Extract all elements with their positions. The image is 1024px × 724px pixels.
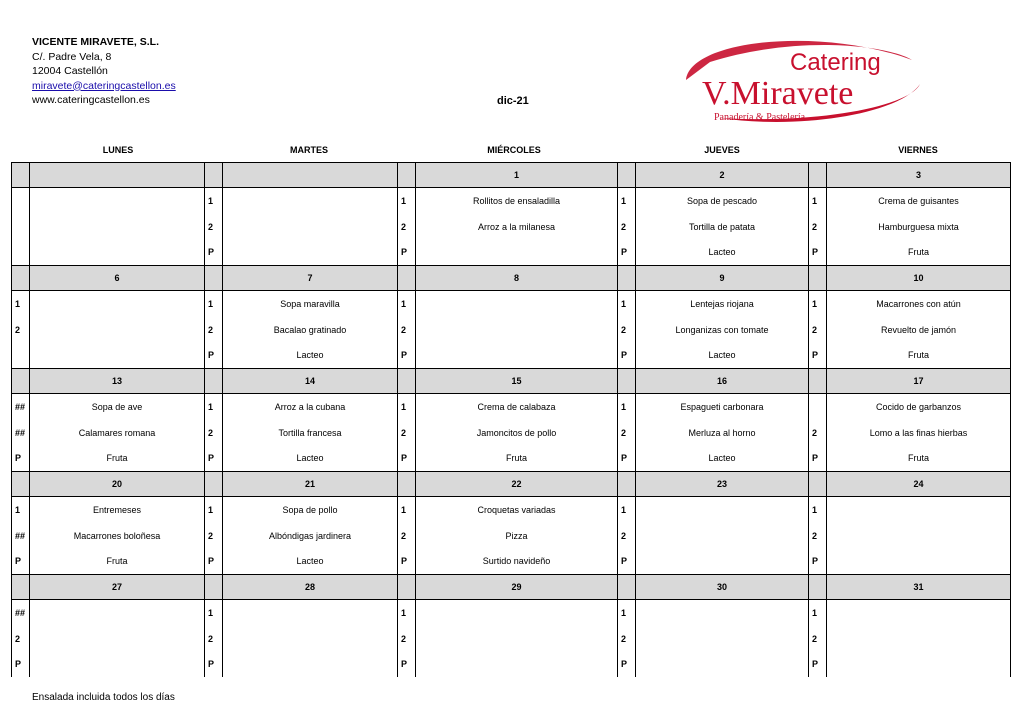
dish-cell: Macarrones con atún <box>827 291 1011 318</box>
course-label: P <box>809 342 827 369</box>
dish-cell: Rollitos de ensaladilla <box>416 188 618 215</box>
date-cell: 8 <box>416 266 618 291</box>
course-label: 1 <box>12 497 30 524</box>
dish-cell: Longanizas con tomate <box>636 317 809 342</box>
date-spacer <box>398 369 416 394</box>
course-label: P <box>205 342 223 369</box>
course-label: 1 <box>205 291 223 318</box>
dish-cell <box>30 342 205 369</box>
dish-cell <box>30 291 205 318</box>
menu-row <box>12 523 1011 548</box>
dish-cell <box>416 342 618 369</box>
date-spacer <box>12 575 30 600</box>
dish-cell: Fruta <box>30 548 205 575</box>
course-label: P <box>12 651 30 677</box>
course-label: 2 <box>205 420 223 445</box>
course-label: 2 <box>809 420 827 445</box>
menu-row <box>12 188 1011 215</box>
dish-cell <box>827 548 1011 575</box>
dish-cell <box>223 600 398 627</box>
date-cell: 1 <box>416 163 618 188</box>
date-cell: 16 <box>636 369 809 394</box>
date-cell: 31 <box>827 575 1011 600</box>
dish-cell <box>636 497 809 524</box>
course-label: 2 <box>809 523 827 548</box>
company-city: 12004 Castellón <box>32 65 108 77</box>
course-label: 2 <box>809 317 827 342</box>
course-label: P <box>12 548 30 575</box>
course-label: 2 <box>618 214 636 239</box>
date-spacer <box>809 472 827 497</box>
course-label: 2 <box>12 626 30 651</box>
dish-cell: Fruta <box>827 342 1011 369</box>
menu-row <box>12 548 1011 575</box>
dish-cell: Lacteo <box>223 548 398 575</box>
dish-cell <box>636 523 809 548</box>
dish-cell <box>30 239 205 266</box>
dish-cell <box>30 317 205 342</box>
dish-cell <box>636 626 809 651</box>
date-cell: 2 <box>636 163 809 188</box>
course-label: P <box>809 239 827 266</box>
dish-cell: Croquetas variadas <box>416 497 618 524</box>
date-spacer <box>12 163 30 188</box>
course-label: P <box>809 651 827 677</box>
dish-cell <box>416 291 618 318</box>
course-label: P <box>205 445 223 472</box>
course-label: P <box>618 445 636 472</box>
dish-cell: Pizza <box>416 523 618 548</box>
course-label: 1 <box>618 394 636 421</box>
dish-cell <box>30 651 205 677</box>
course-label <box>12 342 30 369</box>
dish-cell: Arroz a la milanesa <box>416 214 618 239</box>
dish-cell <box>223 626 398 651</box>
menu-row <box>12 445 1011 472</box>
date-spacer <box>809 369 827 394</box>
dish-cell: Fruta <box>30 445 205 472</box>
menu-row <box>12 497 1011 524</box>
dish-cell <box>30 600 205 627</box>
course-label: 2 <box>398 420 416 445</box>
dish-cell <box>636 548 809 575</box>
course-label <box>809 394 827 421</box>
course-label: 1 <box>205 600 223 627</box>
course-label: P <box>205 548 223 575</box>
course-label: 2 <box>398 523 416 548</box>
date-spacer <box>398 575 416 600</box>
dish-cell: Surtido navideño <box>416 548 618 575</box>
course-label: 2 <box>809 626 827 651</box>
dish-cell: Sopa de pescado <box>636 188 809 215</box>
date-spacer <box>205 369 223 394</box>
dish-cell: Espagueti carbonara <box>636 394 809 421</box>
week-date-row <box>12 369 1011 394</box>
date-cell: 17 <box>827 369 1011 394</box>
dish-cell: Merluza al horno <box>636 420 809 445</box>
dish-cell: Entremeses <box>30 497 205 524</box>
date-cell: 14 <box>223 369 398 394</box>
menu-row <box>12 342 1011 369</box>
dish-cell <box>416 651 618 677</box>
dish-cell: Calamares romana <box>30 420 205 445</box>
date-spacer <box>618 472 636 497</box>
date-cell: 30 <box>636 575 809 600</box>
company-name: VICENTE MIRAVETE, S.L. <box>32 36 159 48</box>
course-label: 1 <box>398 497 416 524</box>
course-label: 2 <box>618 626 636 651</box>
footer-note: Ensalada incluida todos los días <box>32 692 175 703</box>
logo-tagline-text: Panadería & Pastelería <box>714 112 806 123</box>
course-label: 1 <box>398 291 416 318</box>
course-label: ## <box>12 420 30 445</box>
course-label: 2 <box>205 523 223 548</box>
course-label: 2 <box>12 317 30 342</box>
course-label: 1 <box>12 291 30 318</box>
company-website: www.cateringcastellon.es <box>32 94 150 106</box>
dish-cell: Lacteo <box>636 239 809 266</box>
course-label: 1 <box>398 394 416 421</box>
date-spacer <box>205 472 223 497</box>
date-spacer <box>618 266 636 291</box>
date-cell: 10 <box>827 266 1011 291</box>
date-cell: 9 <box>636 266 809 291</box>
dish-cell: Revuelto de jamón <box>827 317 1011 342</box>
date-spacer <box>205 266 223 291</box>
dish-cell: Lacteo <box>223 445 398 472</box>
course-label: 1 <box>398 600 416 627</box>
dish-cell <box>827 497 1011 524</box>
dish-cell: Sopa de ave <box>30 394 205 421</box>
dish-cell <box>827 626 1011 651</box>
dish-cell <box>416 600 618 627</box>
date-spacer <box>618 369 636 394</box>
dish-cell: Crema de calabaza <box>416 394 618 421</box>
dish-cell <box>827 651 1011 677</box>
company-info <box>32 35 176 108</box>
dish-cell: Jamoncitos de pollo <box>416 420 618 445</box>
dish-cell: Albóndigas jardinera <box>223 523 398 548</box>
date-spacer <box>618 575 636 600</box>
dish-cell <box>416 317 618 342</box>
menu-row <box>12 394 1011 421</box>
course-label: P <box>398 342 416 369</box>
dish-cell <box>223 239 398 266</box>
dish-cell: Lacteo <box>636 342 809 369</box>
dish-cell: Fruta <box>416 445 618 472</box>
course-label: 1 <box>809 600 827 627</box>
date-cell <box>223 163 398 188</box>
course-label: 1 <box>205 394 223 421</box>
week-date-row <box>12 163 1011 188</box>
date-cell: 7 <box>223 266 398 291</box>
date-spacer <box>398 472 416 497</box>
course-label: P <box>809 548 827 575</box>
date-spacer <box>398 163 416 188</box>
logo-catering-text: Catering <box>790 49 881 76</box>
dish-cell: Macarrones boloñesa <box>30 523 205 548</box>
course-label: 1 <box>398 188 416 215</box>
course-label <box>12 239 30 266</box>
week-date-row <box>12 266 1011 291</box>
menu-row <box>12 291 1011 318</box>
course-label: 1 <box>205 188 223 215</box>
course-label: 2 <box>618 523 636 548</box>
dish-cell: Lomo a las finas hierbas <box>827 420 1011 445</box>
course-label <box>12 214 30 239</box>
dish-cell: Tortilla francesa <box>223 420 398 445</box>
dish-cell: Cocido de garbanzos <box>827 394 1011 421</box>
course-label: 2 <box>205 214 223 239</box>
weekday-2: MARTES <box>290 145 328 155</box>
course-label: 1 <box>205 497 223 524</box>
course-label: P <box>618 342 636 369</box>
course-label: P <box>205 239 223 266</box>
dish-cell <box>30 188 205 215</box>
course-label: 1 <box>809 188 827 215</box>
menu-row <box>12 600 1011 627</box>
menu-row <box>12 420 1011 445</box>
company-email-link[interactable]: miravete@cateringcastellon.es <box>32 79 176 92</box>
course-label: 2 <box>618 420 636 445</box>
dish-cell <box>30 626 205 651</box>
course-label: 1 <box>618 497 636 524</box>
menu-calendar <box>11 162 1011 677</box>
date-spacer <box>205 575 223 600</box>
date-spacer <box>398 266 416 291</box>
date-spacer <box>12 369 30 394</box>
week-date-row <box>12 575 1011 600</box>
dish-cell: Fruta <box>827 239 1011 266</box>
course-label: 1 <box>618 291 636 318</box>
date-cell: 22 <box>416 472 618 497</box>
course-label: 2 <box>205 626 223 651</box>
dish-cell <box>636 651 809 677</box>
date-cell: 15 <box>416 369 618 394</box>
date-spacer <box>809 266 827 291</box>
course-label: P <box>398 239 416 266</box>
dish-cell <box>416 239 618 266</box>
course-label: 2 <box>618 317 636 342</box>
date-cell: 24 <box>827 472 1011 497</box>
date-cell: 29 <box>416 575 618 600</box>
dish-cell: Tortilla de patata <box>636 214 809 239</box>
week-date-row <box>12 472 1011 497</box>
course-label: P <box>618 651 636 677</box>
course-label: P <box>618 239 636 266</box>
dish-cell <box>223 188 398 215</box>
date-spacer <box>618 163 636 188</box>
date-cell: 13 <box>30 369 205 394</box>
date-cell: 27 <box>30 575 205 600</box>
date-cell <box>30 163 205 188</box>
dish-cell: Arroz a la cubana <box>223 394 398 421</box>
dish-cell <box>827 523 1011 548</box>
course-label: 2 <box>398 626 416 651</box>
course-label: 2 <box>205 317 223 342</box>
date-cell: 20 <box>30 472 205 497</box>
course-label: 1 <box>618 600 636 627</box>
weekday-3: MIÉRCOLES <box>487 145 541 155</box>
course-label: 2 <box>398 214 416 239</box>
course-label: 1 <box>618 188 636 215</box>
dish-cell: Sopa de pollo <box>223 497 398 524</box>
course-label: ## <box>12 523 30 548</box>
dish-cell <box>223 214 398 239</box>
dish-cell <box>416 626 618 651</box>
course-label: P <box>809 445 827 472</box>
dish-cell <box>223 651 398 677</box>
course-label: 1 <box>809 291 827 318</box>
date-spacer <box>12 266 30 291</box>
date-spacer <box>809 163 827 188</box>
dish-cell: Crema de guisantes <box>827 188 1011 215</box>
menu-row <box>12 239 1011 266</box>
dish-cell: Lentejas riojana <box>636 291 809 318</box>
menu-row <box>12 214 1011 239</box>
course-label: P <box>618 548 636 575</box>
menu-row <box>12 626 1011 651</box>
date-cell: 28 <box>223 575 398 600</box>
date-spacer <box>12 472 30 497</box>
course-label <box>12 188 30 215</box>
company-address: C/. Padre Vela, 8 <box>32 50 112 63</box>
date-spacer <box>809 575 827 600</box>
course-label: ## <box>12 600 30 627</box>
course-label: 1 <box>809 497 827 524</box>
dish-cell: Fruta <box>827 445 1011 472</box>
dish-cell: Hamburguesa mixta <box>827 214 1011 239</box>
weekday-5: VIERNES <box>898 145 938 155</box>
course-label: P <box>398 548 416 575</box>
course-label: P <box>205 651 223 677</box>
date-cell: 3 <box>827 163 1011 188</box>
course-label: ## <box>12 394 30 421</box>
dish-cell <box>636 600 809 627</box>
weekday-4: JUEVES <box>704 145 740 155</box>
course-label: 2 <box>809 214 827 239</box>
dish-cell: Bacalao gratinado <box>223 317 398 342</box>
dish-cell: Lacteo <box>636 445 809 472</box>
dish-cell: Sopa maravilla <box>223 291 398 318</box>
course-label: P <box>398 651 416 677</box>
date-cell: 23 <box>636 472 809 497</box>
month-label: dic-21 <box>497 95 529 107</box>
dish-cell <box>827 600 1011 627</box>
logo-brand-text: V.Miravete <box>702 75 854 112</box>
date-spacer <box>205 163 223 188</box>
date-cell: 21 <box>223 472 398 497</box>
menu-row <box>12 651 1011 677</box>
course-label: P <box>398 445 416 472</box>
weekday-1: LUNES <box>102 145 134 155</box>
menu-row <box>12 317 1011 342</box>
course-label: P <box>12 445 30 472</box>
date-cell: 6 <box>30 266 205 291</box>
course-label: 2 <box>398 317 416 342</box>
company-logo <box>680 32 925 127</box>
dish-cell <box>30 214 205 239</box>
dish-cell: Lacteo <box>223 342 398 369</box>
